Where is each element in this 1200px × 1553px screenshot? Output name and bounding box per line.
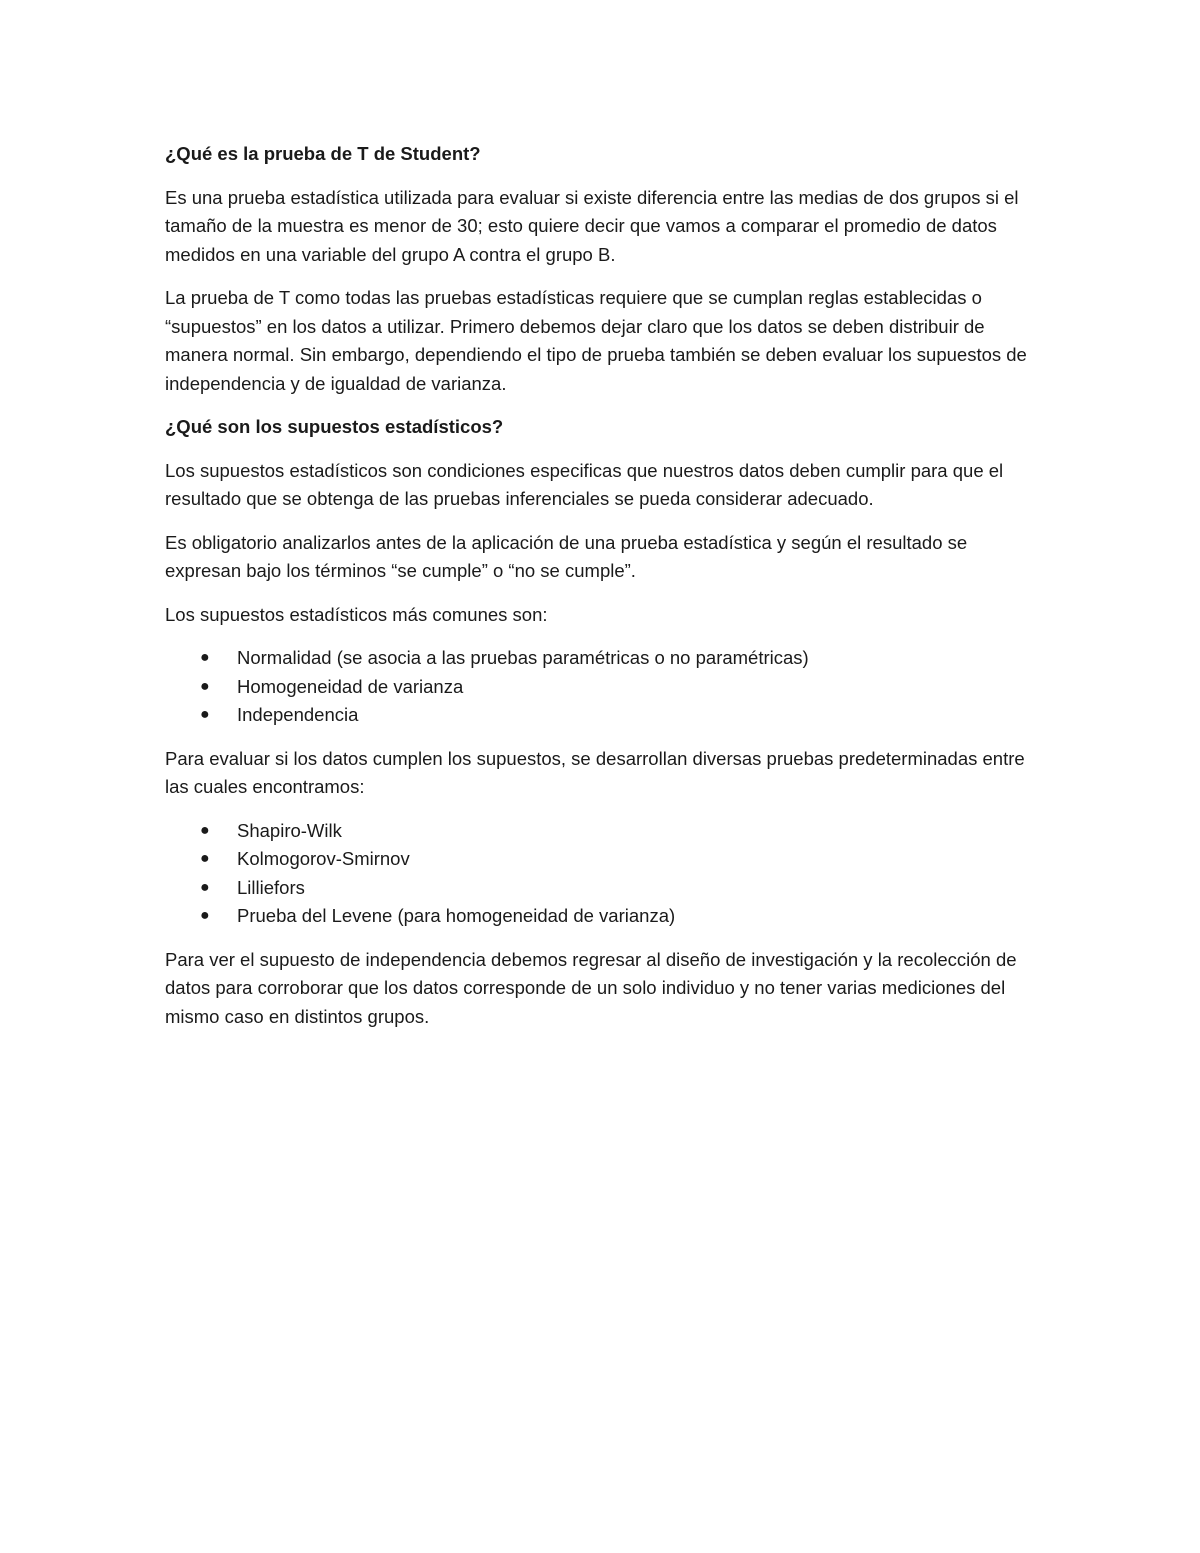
- list-item-text: Lilliefors: [237, 876, 305, 898]
- section-heading-supuestos: ¿Qué son los supuestos estadísticos?: [165, 416, 504, 437]
- paragraph-definition: Es una prueba estadística utilizada para evaluar si existe diferencia entre las medias de dos grupos si el tamaño de la muestra es menor de 30; esto quiere decir que vamos a comparar el promedio de datos medidos en una variable del grupo A contra el grupo B.: [165, 186, 1019, 265]
- list-item: [165, 874, 1045, 903]
- list-item-text: Independencia: [237, 704, 359, 725]
- list-item: [165, 902, 1045, 931]
- paragraph-list-intro: Los supuestos estadísticos más comunes son:: [165, 603, 548, 625]
- document-body: [165, 140, 1045, 1046]
- list-item-text: Homogeneidad de varianza: [237, 675, 464, 697]
- list-item-text: Prueba del Levene (para homogeneidad de varianza): [237, 905, 676, 926]
- paragraph-assumptions-intro: La prueba de T como todas las pruebas estadísticas requiere que se cumplan reglas establecidas o “supuestos” en los datos a utilizar. Primero debemos dejar claro que los datos se deben distribuir de manera normal. Sin embargo, dependiendo el tipo de prueba también se deben evaluar los supuestos de independencia y de igualdad de varianza.: [165, 287, 1027, 394]
- bullet-icon: ●: [200, 878, 210, 896]
- bullet-icon: ●: [200, 649, 210, 666]
- bullet-icon: ●: [200, 907, 210, 924]
- paragraph-tests-intro: Para evaluar si los datos cumplen los supuestos, se desarrollan diversas pruebas predeterminadas entre las cuales encontramos:: [165, 747, 1025, 797]
- list-item-text: Kolmogorov-Smirnov: [237, 848, 410, 869]
- supuestos-list: [165, 644, 1045, 730]
- section-heading-t-student: ¿Qué es la prueba de T de Student?: [165, 143, 481, 164]
- list-item: [165, 817, 1045, 846]
- list-item-text: Normalidad (se asocia a las pruebas paramétricas o no paramétricas): [237, 647, 809, 668]
- paragraph-independence: Para ver el supuesto de independencia debemos regresar al diseño de investigación y la recolección de datos para corroborar que los datos corresponde de un solo individuo y no tener varias mediciones del mismo caso en distintos grupos.: [165, 948, 1017, 1027]
- bullet-icon: ●: [200, 821, 210, 839]
- bullet-icon: ●: [200, 850, 210, 867]
- bullet-icon: ●: [200, 706, 210, 723]
- list-item: [165, 644, 1045, 673]
- pruebas-list: [165, 817, 1045, 931]
- list-item-text: Shapiro-Wilk: [237, 819, 342, 841]
- paragraph-obligatorio: Es obligatorio analizarlos antes de la aplicación de una prueba estadística y según el resultado se expresan bajo los términos “se cumple” o “no se cumple”.: [165, 531, 968, 581]
- paragraph-supuestos-definition: Los supuestos estadísticos son condiciones especificas que nuestros datos deben cumplir para que el resultado que se obtenga de las pruebas inferenciales se pueda considerar adecuado.: [165, 459, 1004, 509]
- list-item: [165, 673, 1045, 702]
- bullet-icon: ●: [200, 677, 210, 695]
- list-item: [165, 845, 1045, 874]
- list-item: [165, 701, 1045, 730]
